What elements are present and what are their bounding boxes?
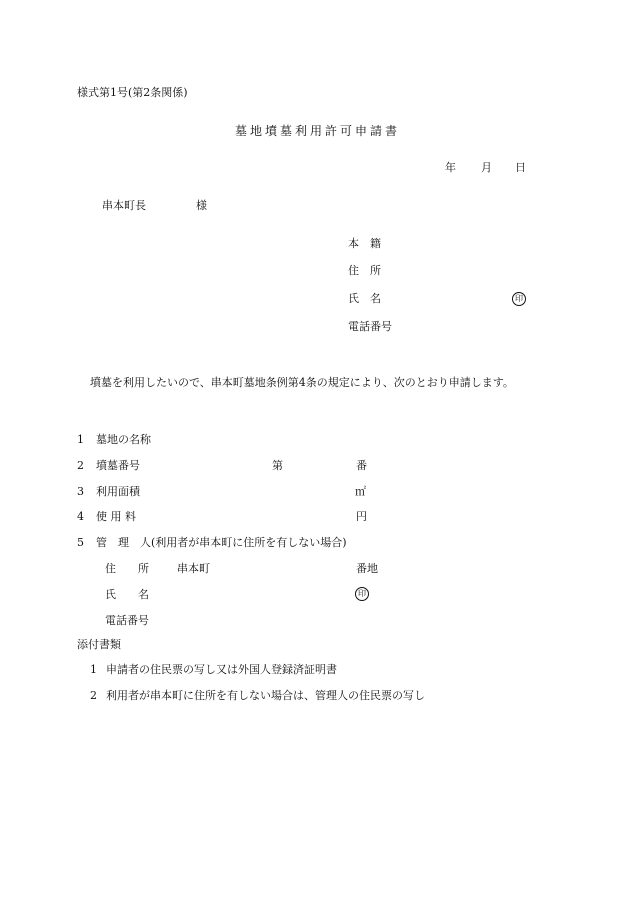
item-4-unit: 円 <box>356 510 367 523</box>
date-day: 日 <box>515 161 526 174</box>
applicant-seal-mark: 印 <box>512 292 526 306</box>
item-3-number: 3 <box>77 485 84 498</box>
item-1-number: 1 <box>77 433 84 446</box>
item-5-label: 管 理 人(利用者が串本町に住所を有しない場合) <box>96 536 347 549</box>
manager-seal-mark: 印 <box>355 587 369 601</box>
manager-town: 串本町 <box>177 562 210 575</box>
item-5-number: 5 <box>77 536 84 549</box>
item-2-number: 2 <box>77 459 84 472</box>
item-4-number: 4 <box>77 510 84 523</box>
item-1-label: 墓地の名称 <box>96 433 151 446</box>
manager-banchi: 番地 <box>356 562 378 575</box>
applicant-phone-label: 電話番号 <box>348 320 392 333</box>
date-month: 月 <box>481 161 492 174</box>
item-4-label: 使 用 料 <box>96 510 136 523</box>
item-3-unit: ㎡ <box>355 485 366 498</box>
applicant-name-label: 氏 名 <box>348 292 381 305</box>
manager-name-label: 氏 名 <box>105 588 149 601</box>
applicant-honseki-label: 本 籍 <box>348 237 381 250</box>
attachment-1-text: 申請者の住民票の写し又は外国人登録済証明書 <box>106 663 337 676</box>
addressee-name: 串本町長 <box>102 199 146 212</box>
attachment-2-number: 2 <box>90 689 97 702</box>
manager-address-label: 住 所 <box>105 562 149 575</box>
item-2-label: 墳墓番号 <box>96 459 140 472</box>
item-2-dai: 第 <box>272 459 283 472</box>
document-title: 墓地墳墓利用許可申請書 <box>235 124 401 138</box>
addressee-honorific: 様 <box>196 199 207 212</box>
intro-text: 墳墓を利用したいので、串本町墓地条例第4条の規定により、次のとおり申請します。 <box>90 376 514 389</box>
attachments-heading: 添付書類 <box>77 638 121 651</box>
date-year: 年 <box>445 161 456 174</box>
attachment-1-number: 1 <box>90 663 97 676</box>
applicant-address-label: 住 所 <box>348 264 381 277</box>
item-2-ban: 番 <box>356 459 367 472</box>
manager-phone-label: 電話番号 <box>105 614 149 627</box>
attachment-2-text: 利用者が串本町に住所を有しない場合は、管理人の住民票の写し <box>106 689 425 702</box>
item-3-label: 利用面積 <box>96 485 140 498</box>
form-label: 様式第1号(第2条関係) <box>77 86 188 99</box>
